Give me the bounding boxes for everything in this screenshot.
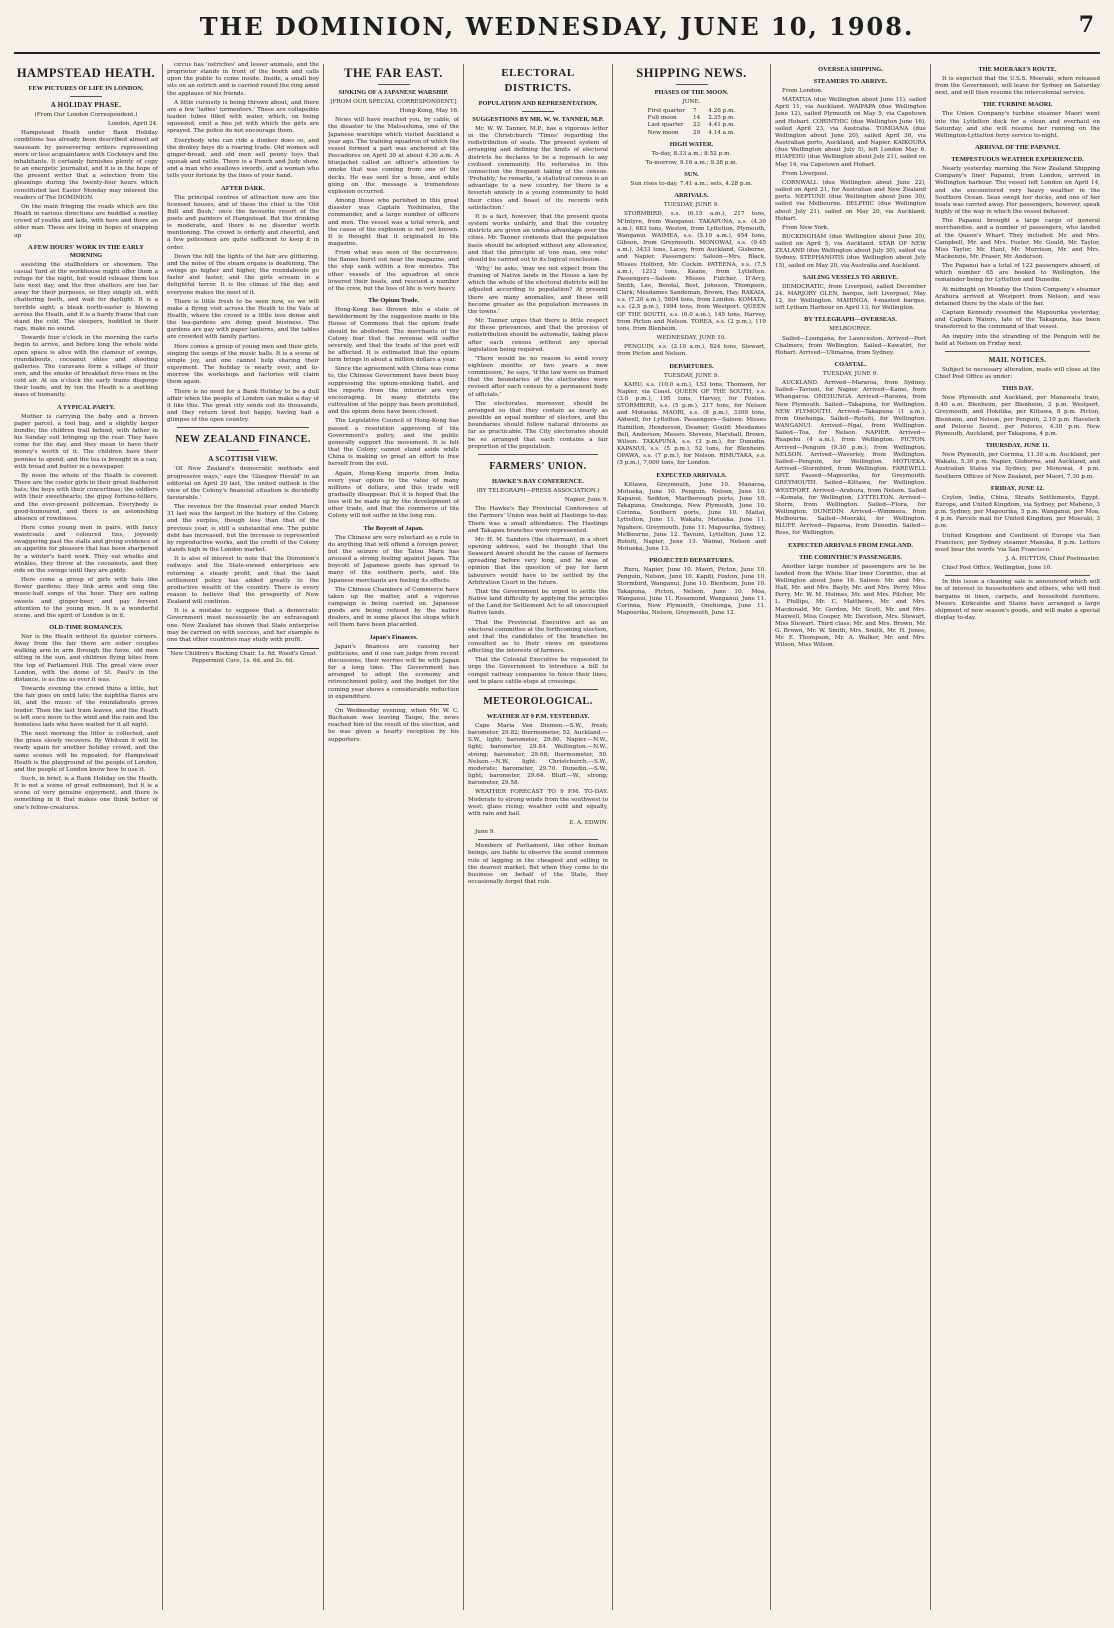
- paragraph: Captain Kennedy resumed the Mapourika yesterday, and Captain Waters, late of the Takapuna, has been transferred to the command of that vessel.: [935, 310, 1100, 331]
- divider: [945, 575, 1090, 576]
- origin-label: From Liverpool.: [782, 170, 829, 177]
- page-number: 7: [1078, 12, 1094, 38]
- signature: J. A. HUTTON, Chief Postmaster.: [1005, 555, 1100, 562]
- paragraph: Towards four o'clock in the morning the carts begin to arrive, and before long the whole wide open space is alive with the clamour of swings, roundabouts, cocoanut shies and shooting galleries. The caravans form a village of their own, and the smoke of breakfast fires rises in the cold air. At six o'clock the early trams disgorge their loads, and by ten the Heath is a seething mass of humanity.: [14, 335, 158, 399]
- moon-day: 14: [692, 115, 701, 122]
- advertisement: New Children's Rocking Chair. 1s. 6d. Wood's Great Peppermint Cure, 1s. 6d. and 2s. 6d.: [167, 648, 319, 665]
- paragraph: MATATUA (due Wellington about June 11), sailed April 11, via Auckland. WAIPAPA (due Wellington June 12), sailed Plymouth on May 5, via Capetown and Hobart. CORINTHIC (due Wellington June 16), sailed April 23, via Australia. TOMOANA (due Wellington about June 20), sailed April 30, via Australian ports, Auckland, and Napier. KAIKOURA (due Wellington about July 5), left London May 6. RUAPEHU (due Wellington about July 21), sailed on May 14, via Capetown and Hobart.: [775, 97, 926, 168]
- divider: [227, 450, 259, 451]
- paragraph: The revenue for the financial year ended March 31 last was the largest in the history of the Colony, and the surplus, though less than that of the previous year, is still a substantial one. The public debt has increased, but the increase is represented by reproductive works, and the credit of the Colony stands high in the London market.: [167, 504, 319, 554]
- article-subhead: POPULATION AND REPRESENTATION.: [478, 100, 598, 107]
- paragraph: PENGUIN, s.s. (2.10 a.m.), 824 tons, Stewart, from Picton and Nelson.: [617, 344, 766, 358]
- article-headline: HAMPSTEAD HEATH.: [16, 66, 156, 80]
- column-7: [935, 62, 1100, 1614]
- section-heading: EXPECTED ARRIVALS FROM ENGLAND.: [788, 541, 913, 549]
- moon-day: 7: [692, 108, 697, 115]
- paragraph: On Wednesday evening, when Mr. W. C. Buchanan was leaving Taupo, the news reached him of the result of the election, and he was given a hearty reception by his supporters.: [328, 707, 459, 743]
- section-heading: PHASES OF THE MOON.: [654, 89, 729, 96]
- dateline: June 9.: [475, 829, 496, 836]
- section-heading: MAIL NOTICES.: [988, 355, 1047, 364]
- section-heading: WEATHER AT 9 P.M. YESTERDAY.: [486, 712, 590, 720]
- paragraph: That the Colonial Executive be requested to urge the Government to introduce a bill to compel railway companies to fence their lines, and to place cattle-stops at crossings.: [468, 657, 608, 685]
- paragraph: By noon the whole of the Heath is covered. There are the coster girls in their great feathered hats; the boys with their concertinas; the soldiers with their sweethearts; the gipsy fortune-tellers, and the ever-present policeman. Everybody is good-humoured, and there is an astonishing absence of rowdiness.: [14, 472, 158, 522]
- moon-time: 4.14 a.m.: [708, 129, 736, 136]
- paragraph: Members of Parliament, like other human beings, are liable to observe the sound common rule of lagging in the cheapest and selling in the dearest market. But when they come to do business on behalf of the State, they occasionally forget that rule.: [468, 843, 608, 886]
- section-heading: THURSDAY, JUNE 11.: [985, 442, 1050, 450]
- paragraph: Sailed—Loongana, for Launceston. Arrived—Port Chalmers, from Wellington. Sailed—Kawatiri, for Hobart. Arrived—Ulimaroa, from Sydney.: [775, 335, 926, 356]
- divider: [945, 351, 1090, 352]
- section-heading: SUGGESTIONS BY MR. W. W. TANNER, M.P.: [472, 116, 604, 123]
- paragraph: It is expected that the U.S.S. Moeraki, when released from the Government, will leave for Sydney on Saturday next, and will then resume the intercolonial service.: [935, 76, 1100, 97]
- paragraph: Chief Post Office, Wellington, June 10.: [942, 565, 1053, 572]
- paragraph: In this issue a cleaning sale is announced which will be of interest to householders and others, who will find bargains in linen, carpets, and household furniture. Messrs. Kirkcaldie and Stains have arranged a large shipment of new season's goods, and will make a special display to-day.: [935, 579, 1100, 622]
- paragraph: It is a mistake to suppose that a democratic Government must necessarily be an extravagant one. New Zealand has shown that State enterprise may be carried on with success, and her example is one that other countries may study with profit.: [167, 608, 319, 643]
- article-headline: ELECTORAL DISTRICTS.: [501, 67, 575, 94]
- column-5: [617, 62, 766, 1614]
- paragraph: Again, Hong-Kong imports from India every year opium to the value of many millions of dollars, and this trade will gradually disappear. But it is hoped that the loss will be made up by the development of other trade, and that the commerce of the Colony will not suffer in the long run.: [328, 470, 459, 520]
- paragraph: The Legislative Council of Hong-Kong has passed a resolution approving of the Government's policy, and the public generally support the movement. It is felt that the Colony cannot stand aside while China is making so great an effort to free herself from the evil.: [328, 418, 459, 468]
- paragraph: AUCKLAND. Arrived—Mararoa, from Sydney. Sailed—Taviuni, for Napier. Arrived—Kamo, from Whangaroa. ONEHUNGA. Arrived—Rarawa, from New Plymouth. Sailed—Takapuna, for Wellington. NEW PLYMOUTH. Arrived—Takapuna (1 a.m.), from Onehunga. Sailed—Rotoiti, for Wellington. WANGANUI. Arrived—Ngai, from Wellington. Sailed—Toa, for Nelson. NAPIER. Arrived—Ruapehu (4 a.m.), from Wellington. PICTON. Arrived—Penguin (9.30 p.m.), from Wellington. NELSON. Arrived—Waverley, from Wellington. Sailed—Penguin, for Wellington. MOTUEKA. Arrived—Stormbird, from Wellington. FAREWELL SPIT. Passed—Mapourika, for Greymouth. GREYMOUTH. Sailed—Kittawa, for Wellington. WESTPORT. Arrived—Arahura, from Nelson. Sailed—Komata, for Wellington. LYTTELTON. Arrived—Storm, from Wellington. Sailed—Flora, for Wellington. DUNEDIN. Arrived—Wimmera, from Melbourne. Sailed—Moeraki, for Wellington. BLUFF. Arrived—Paparoa, from Dunedin. Sailed—Ross, for Wellington.: [775, 380, 926, 537]
- month-label: JUNE.: [682, 99, 701, 105]
- moon-time: 4.41 p.m.: [708, 122, 736, 129]
- paragraph: News will have reached you, by cable, of the disaster to the Matsushima, one of the Japanese warships which visited Auckland a year ago. The training squadron of which the vessel formed a part was anchored at the Pescadores on April 30 at about 4.30 a.m. A bluejacket called an officer's attention to smoke that was coming from one of the decks. He was sent for a hose, and while going on the message a tremendous explosion occurred.: [328, 117, 459, 195]
- column-3: [328, 62, 459, 1614]
- moon-day: 22: [692, 122, 701, 129]
- paragraph: assisting the stallholders or showmen. The casual Yard at the workhouse might offer them a refuge for the night, but would release them too late next day, and the free shelters are too far away for their purposes, so they simply sit, with chattering teeth, and wait for daylight. It is a terrible sight; a bleak north-easter is blowing across the Heath, and it is a hardy frame that can stand the cold. The sleepers, huddled in their rags, make no sound.: [14, 261, 158, 333]
- paragraph: Down the hill the lights of the fair are glittering, and the noise of the steam organs is deafening. The swings go higher and higher, the roundabouts go faster and faster, and the girls scream in a delightful terror. It is the climax of the day, and everyone makes the most of it.: [167, 253, 319, 296]
- paragraph: The next morning the litter is collected, and the grass slowly recovers. By Whitsun it will be ready again for another holiday crowd, and the same scenes will be repeated, for Hampstead Heath is the playground of the people of London, and the people of London know how to use it.: [14, 731, 158, 773]
- paragraph: Japan's finances are causing her politicians, and if one can judge from recent discussions, their worries will be with Japan for a long time. The Government has arranged to adopt the economy and retrenchment policy, and the budget for the coming year shows a considerable reduction in expenditure.: [328, 643, 459, 700]
- section-heading: DEPARTURES.: [669, 362, 714, 370]
- paragraph: It is a fact, however, that the present quota system works unfairly, and that the country districts are given an undue advantage over the cities. Mr. Tanner contends that the population basis should be adopted without any allowance, and that the principle of 'one man, one vote' should be carried out to its logical conclusion.: [468, 213, 608, 263]
- moon-phase: Last quarter: [647, 122, 684, 129]
- section-heading: THE CORINTHIC'S PASSENGERS.: [799, 553, 902, 561]
- origin-label: From London.: [782, 88, 823, 94]
- section-heading: The Boycott of Japan.: [363, 524, 424, 532]
- column-rule: [323, 64, 324, 1610]
- column-1: [14, 62, 158, 1614]
- divider: [177, 427, 309, 428]
- dateline: London, April 24.: [107, 121, 158, 128]
- section-heading: PROJECTED DEPARTURES.: [649, 557, 734, 565]
- section-heading: ARRIVAL OF THE PAPANUI.: [975, 144, 1060, 152]
- table-row: [644, 108, 740, 115]
- column-6: [775, 62, 926, 1614]
- masthead: [0, 0, 1114, 62]
- paragraph: The Chinese are very reluctant as a rule to do anything that will offend a foreign power, but the seizure of the Tatsu Maru has aroused a strong feeling against Japan. The boycott of Japanese goods has spread to many of the southern ports, and the Japanese merchants are feeling its effects.: [328, 534, 459, 584]
- section-heading: SUN.: [684, 171, 699, 179]
- section-heading: OVERSEA SHIPPING.: [818, 66, 883, 73]
- section-heading: BY TELEGRAPH—OVERSEAS.: [804, 316, 897, 324]
- section-heading: HIGH WATER.: [669, 140, 714, 148]
- article-subhead: SINKING OF A JAPANESE WARSHIP.: [338, 89, 449, 96]
- section-heading: THE MOERAKI'S ROUTE.: [978, 66, 1057, 73]
- section-heading: AFTER DARK.: [221, 184, 265, 192]
- paragraph: United Kingdom and Continent of Europe via San Francisco, per Sydney steamer Manuka, 8 p.m. Letters must bear the words 'via San Francisco.': [935, 532, 1100, 553]
- date-heading: TUESDAY, JUNE 9.: [663, 372, 720, 379]
- article-headline: FARMERS' UNION.: [489, 460, 587, 472]
- article-subhead: FEW PICTURES OF LIFE IN LONDON.: [28, 85, 144, 92]
- moon-day: 29: [692, 129, 701, 136]
- article-headline: METEOROLOGICAL.: [483, 695, 593, 707]
- paragraph: The Union Company's turbine steamer Maori went into the Lyttelton dock for a clean and overhaul on Saturday, and she will resume her running on the Wellington-Lyttelton ferry service to-night.: [935, 111, 1100, 139]
- paragraph: There is no need for a Bank Holiday to be a dull affair when the people of London can make a day of it like this. The great city sends out its thousands, and they return tired but happy, having had a glimpse of the open country.: [167, 388, 319, 424]
- section-heading: The Opium Trade.: [368, 297, 419, 305]
- paragraph: Mr. W. W. Tanner, M.P., has a vigorous letter in the Christchurch 'Times' regarding the redistribution of seats. The present system of arranging and defining the limits of electoral districts he declares to be a reproach to any civilised community. He reiterates in this connection the frequent taking of the census. 'Probably,' he remarks, 'a statistical census is an advantage to a new country, for there is a feverish anxiety in a young community to hold their cities and boast of its records with satisfaction.': [468, 126, 608, 211]
- column-rule: [463, 64, 464, 1610]
- section-heading: A SCOTTISH VIEW.: [208, 455, 278, 464]
- paragraph: KAHU, s.s. (10.0 a.m.), 153 tons, Thomson, for Napier, via Coast. QUEEN OF THE SOUTH, s.s. (3.0 p.m.), 195 tons, Harvey, for Foxton. STORMBIRD, s.s. (5 p.m.), 217 tons, for Nelson and Motueka. MAORI, s.s. (8 p.m.), 3309 tons, Aldwell, for Lyttelton. Passengers—Saloon: Misses Hamilton, Henderson, Deamer, Gould; Mesdames Bell, Anderson; Messrs. Stevens, Marshall, Brown, Wilson. TAKAPUNA, s.s. (3 p.m.), for Dunedin. KAPANUI, s.s. (5 p.m.), 52 tons, for Blenheim. OPAWA, s.s. (7 p.m.), for Nelson. RIMUTAKA, s.s. (5 p.m.), 7,000 tons, for London.: [617, 381, 766, 467]
- paragraph: Ruru, Napier, June 10. Maori, Picton, June 10. Penguin, Nelson, June 10. Kapiti, Foxton, June 10. Stormbird, Wanganui, June 10. Blenheim, June 10. Takapuna, Picton, Nelson, June 10. Moa, Wanganui, June 11. Rosamond, Wanganui, June 11. Corinna, New Plymouth, Onehunga, June 11. Mapourika, Nelson, Greymouth, June 12.: [617, 567, 766, 617]
- section-heading: A HOLIDAY PHASE.: [50, 101, 122, 109]
- paragraph: The Hawke's Bay Provincial Conference of the Farmers' Union was held at Hastings to-day. There was a small attendance. The Hastings and Takapau branches were represented.: [468, 506, 608, 534]
- paragraph: The Chinese Chambers of Commerce have taken up the matter, and a vigorous campaign is being carried on. Japanese goods are being refused by the native dealers, and in some places the shops which sell them have been placarded.: [328, 586, 459, 629]
- paragraph: BUCKINGHAM (due Wellington about June 20), sailed on April 5, via Auckland. STAR OF NEW ZEALAND (due Wellington about July 30), sailed via Sydney. STEPHANOTIS (due Wellington about July 15), sailed on May 20, via Australia and Auckland.: [775, 233, 926, 269]
- paragraph: There is little fresh to be seen now, so we will make a flying visit across the Heath to the Vale of Health, where the crowd is a little less dense and the tea-gardens are doing good business. The gardens are gay with paper lanterns, and the tables are crowded with family parties.: [167, 298, 319, 341]
- paragraph: The Papanui brought a large cargo of general merchandise, and a number of passengers, who landed at the Queen's Wharf. They included: Mr. and Mrs. Campbell, Mr. and Mrs. Foster, Mr. Gould, Mr. Taylor, Miss Taylor, Mr. Hunt, Mr. Morrison, Mr. and Mrs. Mackenzie, Mr. Fraser, Mr. Anderson.: [935, 218, 1100, 260]
- paragraph: Hong-Kong has thrown into a state of bewilderment by the suggestion made in the House of Commons that the opium trade should be abolished. The merchants of the Colony fear that the revenue will suffer severely, and that the trade of the port will be affected. It is estimated that the opium farm brings in about a million dollars a year.: [328, 307, 459, 364]
- paragraph: From what was seen of the occurrence, the flames burst out near the magazine, and the ship sank within a few minutes. The other vessels of the squadron at once lowered their boats, and rescued a number of the crew, but the loss of life is very heavy.: [328, 250, 459, 292]
- paragraph: DEMOCRATIC, from Liverpool, sailed December 24. MARJORY GLEN, barque, left Liverpool, May 12, for Wellington. MAHINGA, 4-masted barque, left Lytham Harbour on April 13, for Wellington.: [775, 283, 926, 312]
- column-2: [167, 62, 319, 1614]
- paragraph: The principal centres of attraction now are the licensed houses, and of these the chief is the 'Old Bull and Bush,' once the favourite resort of the poets and painters of Hampstead. But the drinking is moderate, and there is no disorder worth mentioning. The crowd is orderly and cheerful, and a few policemen are quite sufficient to keep it in order.: [167, 194, 319, 251]
- paragraph: Cape Maria Van Diemen.—S.W., fresh; barometer, 29.82; thermometer, 52. Auckland.—S.W., light; barometer, 29.80. Napier.—N.W., light; barometer, 29.84. Wellington.—N.W., strong; barometer, 29.68; thermometer, 50. Nelson.—N.W., light. Christchurch.—S.W., moderate; barometer, 29.70. Dunedin.—S.W., light; barometer, 29.64. Bluff.—W., strong; barometer, 29.58.: [468, 722, 608, 787]
- paragraph: On the main fringing the roads which are the Heath in various directions are huddled a motley crowd of youths and lads, with here and there an older man. These are living in hopes of snapping up: [14, 203, 158, 239]
- paragraph: Mother is carrying the baby and a brown paper parcel, a tool bag, and a slightly larger bundle; the children trail behind, with father in his Sunday suit bringing up the rear. They have come for the day, and they mean to have their money's worth of it. The children have their pennies to spend, and the tea is brought in a can, with bread and butter in a newspaper.: [14, 413, 158, 470]
- article-headline: THE FAR EAST.: [344, 66, 443, 80]
- date-heading: TUESDAY, JUNE 9.: [822, 371, 879, 377]
- sun-times: Sun rises to-day, 7.41 a.m.; sets, 4.28 p.m.: [630, 181, 753, 188]
- paragraph: New Plymouth, per Corinna, 11.30 a.m. Auckland, per Wakatu, 5.30 p.m. Napier, Gisborne, and Auckland, and Australian States via Sydney, per Monowai, 4 p.m. Southern Offices of New Zealand, per Maori, 7.30 p.m.: [935, 452, 1100, 480]
- paragraph: 'Why,' he asks, 'may we not expect from the framing of Native lands in the House a law by which the whole of the electoral districts will be adjusted according to population? At present there are many anomalies, and these will become greater as the population increases in the towns.': [468, 265, 608, 315]
- dateline: Napier, June 9.: [564, 497, 608, 504]
- newspaper-title: THE DOMINION, WEDNESDAY, JUNE 10, 1908.: [199, 12, 915, 41]
- paragraph: Everybody who can ride a donkey does so, and the donkey boys do a roaring trade. Old women sell ginger-bread, and old men sell penny toys that squeak and rattle. There is a Punch and Judy show, and a man who swallows swords, and a woman who tells your fortune by the lines of your hand.: [167, 137, 319, 180]
- column-4: [468, 62, 608, 1614]
- paragraph: Such, in brief, is a Bank Holiday on the Heath. It is not a scene of great refinement, but it is a scene of very genuine enjoyment, and there is something in it that makes one think better of one's fellow-creatures.: [14, 775, 158, 811]
- paragraph: That the Provincial Executive act as an electoral committee at the forthcoming election, and that the candidates of the branches be consulted as to their views on questions affecting the interests of farmers.: [468, 619, 608, 655]
- paragraph: circus has 'ostriches' and lesser animals, and the proprietor stands in front of the booth and calls upon the public to come inside. Inside, a small boy sits on an ostrich and is carried round the ring amid the applause of his friends.: [167, 62, 319, 97]
- place-heading: MELBOURNE.: [829, 326, 872, 333]
- date-heading: WEDNESDAY, JUNE 10.: [656, 335, 727, 342]
- section-heading: EXPECTED ARRIVALS.: [656, 471, 727, 479]
- section-heading: OLD-TIME ROMANCES.: [49, 624, 123, 631]
- moon-phase: Full moon: [647, 115, 677, 122]
- masthead-rule: [14, 52, 1100, 54]
- paragraph: It is also of interest to note that the Dominion's railways and the State-owned enterprises are returning a steady profit, and that the land settlement policy has added greatly to the productive wealth of the country. There is every reason to believe that the prosperity of New Zealand will continue.: [167, 556, 319, 606]
- section-heading: A FEW HOURS' WORK IN THE EARLY MORNING: [28, 243, 144, 259]
- paragraph: Mr. H. M. Sanders (the chairman), in a short opening address, said he thought that the Seaward Award should be the cause of farmers spreading before very long, and he was of opinion that the question of pay for farm labourers would have to be settled by the Arbitration Court in the future.: [468, 536, 608, 586]
- paragraph: At midnight on Monday the Union Company's steamer Arahura arrived at Westport from Nelson, and was detained there by the state of the bar.: [935, 286, 1100, 307]
- signature: E. A. EDWIN.: [569, 819, 608, 826]
- paragraph: Since the agreement with China was come to, the Chinese Government have been busy suppressing the opium-smoking habit, and the reports from the interior are very encouraging. In many districts the cultivation of the poppy has been prohibited, and the opium dens have been closed.: [328, 366, 459, 416]
- table-row: [644, 122, 740, 129]
- paragraph: STORMBIRD, s.s. (6.15 a.m.), 217 tons, M'Intyre, from Wanganui. TAKAPUNA, s.s. (4.30 a.m.), 683 tons, Weston, from Lyttelton, Plymouth, Wanganui. WAIMEA, s.s. (5.10 a.m.), 454 tons, Gibson, from Greymouth. MONOWAI, s.s. (9.45 a.m.), 3433 tons, Lacey, from Auckland, Gisborne, and Napier. Passengers: Saloon—Mrs. Black, Misses Holford, Mr. Cockin. PATEENA, s.s. (7.5 a.m.), 1212 tons, Keane, from Lyttelton. Passengers—Saloon: Misses Fulcher, D'Arcy, Smith, Lee, Bendal, Best, Johnson, Thompson, Clark; Mesdames Sandeman, Brown, Hay. RAKAIA, s.s. (7.20 a.m.), 5604 tons, from London. KOMATA, s.s. (2.5 p.m.), 1994 tons, from Westport. QUEEN OF THE SOUTH, s.s. (6.0 a.m.), 145 tons, Harvey, from Picton and Nelson. TOREA, s.s. (2 p.m.), 119 tons, from Blenheim.: [617, 211, 766, 332]
- paragraph: A little curiosity is being thrown about, and there are a few 'ladies' tormentors.' These are collapsible leaden tubes filled with water, which, on being squeezed, emit a fine jet with which the girls are sprayed. The police do not encourage them.: [167, 99, 319, 135]
- article-headline: SHIPPING NEWS.: [636, 66, 747, 80]
- paragraph: Hampstead Heath under Bank Holiday conditions has already been described almost ad nauseam by persevering writers representing more or less acquaintance with Cockneys and the inhabitants. It certainly furnishes plenty of copy to an energetic journalist, and it is in the hope of the present writer that a selection from the gleanings during the twenty-four hours which constituted last Easter Monday may interest the readers of The DOMINION.: [14, 130, 158, 201]
- divider: [70, 96, 102, 97]
- column-rule: [612, 64, 613, 1610]
- paragraph: Here comes a group of young men and their girls, singing the songs of the music halls. It is a scene of simple joy, and one cannot help sharing their enjoyment. The holiday is nearly over, and to-morrow the workshops and factories will claim them again.: [167, 343, 319, 386]
- paragraph: Here come a group of girls with hats like flower gardens; they link arms and sing the music-hall songs of the hour. They are eating sweets and ginger-beer, and pay fervent attention to the young men. It is a wonderful scene, and the spirit of London is in it.: [14, 577, 158, 619]
- moon-phase: New moon: [647, 129, 679, 136]
- dateline: Hong-Kong, May 16.: [399, 108, 459, 115]
- correspondent-line: (From Our London Correspondent.): [34, 112, 138, 118]
- paragraph: Mr. Tanner urges that there is little respect for these grievances, and that the process of redistribution should be automatic, taking place after each census without any special legislation being required.: [468, 318, 608, 353]
- paragraph: 'Of New Zealand's democratic methods and progressive ways,' says the 'Glasgow Herald' in an editorial on April 20 last, 'the united outlook is the view of the Colony's financial situation is decidedly favourable.': [167, 466, 319, 501]
- section-heading: FRIDAY, JUNE 12.: [990, 484, 1045, 492]
- paragraph: An inquiry into the stranding of the Penguin will be held at Nelson on Friday next.: [935, 333, 1100, 347]
- divider: [522, 111, 554, 112]
- paragraph: Nor is the Heath without its quieter corners. Away from the fair there are sober couples walking arm in arm through the furze, old men sitting in the sun, and children flying kites from the top of Parliament Hill. The great view over London, with the dome of St. Paul's in the distance, is as fine as ever it was.: [14, 634, 158, 683]
- date-heading: TUESDAY, JUNE 9.: [663, 202, 720, 209]
- paragraph: Among those who perished in this great disaster was Captain Yoshimatsu, the commander, and a large number of officers and men. The vessel was a total wreck, and the cause of the explosion is not yet known. It is thought that it originated in the magazine.: [328, 198, 459, 247]
- paragraph: The electorates, moreover, should be arranged so that they contain as nearly as possible an equal number of electors, and the boundaries should follow natural divisions as far as practicable. The City electorates should be so arranged that each contains a fair proportion of the population.: [468, 400, 608, 450]
- divider: [676, 84, 708, 85]
- paragraph: 'There would be no reason to send every eighteen months or two years a new commission,' he says, 'if the law were so framed that the boundaries of the electorates were revised after each census by a permanent body of officials.': [468, 355, 608, 398]
- column-rule: [930, 64, 931, 1610]
- moon-time: 4.26 p.m.: [708, 108, 736, 115]
- origin-label: From New York.: [782, 224, 829, 231]
- correspondent-line: (BY TELEGRAPH—PRESS ASSOCIATION.): [476, 487, 600, 494]
- paragraph: Ceylon, India, China, Straits Settlements, Egypt, Europe, and United Kingdom, via Sydney, per Maheno, 3 p.m. Sydney, per Mapourika, 5 p.m. Wanganui, per Moa, 4 p.m. Parcels mail for United Kingdom, per Moeraki, 3 p.m.: [935, 494, 1100, 530]
- moon-time: 2.35 p.m.: [708, 115, 736, 122]
- column-rule: [770, 64, 771, 1610]
- paragraph: Here come young men in pairs, with fancy waistcoats and coloured ties, joyously swaggering past the stalls and giving evidence of an appetite for pleasure that has been sharpened by a winter's hard work. They eat whelks and winkles, they throw at the cocoanuts, and they ride on the swings until they are giddy.: [14, 524, 158, 574]
- article-headline: NEW ZEALAND FINANCE.: [175, 434, 311, 446]
- paragraph: The Papanui has a total of 122 passengers aboard, of which number 65 are booked to Wellington, the remainder being for Lyttelton and Dunedin.: [935, 263, 1100, 284]
- section-heading: COASTAL.: [834, 361, 867, 368]
- section-heading: THE TURBINE MAORI.: [982, 101, 1053, 109]
- paragraph: WEATHER FORECAST TO 9 P.M. TO-DAY. Moderate to strong winds from the southwest to west; glass rising; weather cold and squally, with rain and hail.: [468, 789, 608, 817]
- section-heading: THIS DAY.: [1001, 385, 1034, 393]
- paragraph: New Plymouth and Auckland, per Manawatu train, 8.40 a.m. Blenheim, per Blenheim, 2 p.m. Westport, Greymouth, and Hokitika, per Kittawa, 8 p.m. Picton, Blenheim, and Nelson, per Penguin, 2.10 p.m. Havelock and Pelorus Sound, per Pelorus, 4.30 p.m. New Plymouth, Auckland, per Takapuna, 4 p.m.: [935, 395, 1100, 437]
- section-heading: STEAMERS TO ARRIVE.: [813, 78, 888, 85]
- paragraph: Subject to necessary alteration, mails will close at the Chief Post Office as under:: [935, 366, 1100, 380]
- divider: [478, 689, 598, 690]
- correspondent-line: [FROM OUR SPECIAL CORRESPONDENT.]: [330, 99, 457, 105]
- paragraph: That the Government be urged to settle the Native land difficulty by applying the principles of the Land for Settlement Act to all unoccupied Native lands.: [468, 588, 608, 617]
- moon-phase-table: [644, 108, 740, 137]
- section-heading: SAILING VESSELS TO ARRIVE.: [802, 273, 899, 281]
- paragraph: Nearly yesterday morning the New Zealand Shipping Company's liner Papanui, from London, arrived in Wellington harbour. The vessel left London on April 14, and she encountered very heavy weather in the Southern Ocean. Seas swept her decks, and one of her boats was carried away. Her passengers, however, speak highly of the way in which the vessel behaved.: [935, 166, 1100, 216]
- paragraph: Towards evening the crowd thins a little, but the fair goes on until late; the naphtha flares are lit, and the music of the roundabouts grows louder. Then the last tram leaves, and the Heath is left once more to the wind and the rain and the homeless lads who have waited for it all night.: [14, 686, 158, 728]
- paragraph: Kittawa, Greymouth, June 10. Manaroa, Motueka, June 10. Penguin, Nelson, June 10. Kapanui, Seddon, Marlborough ports, June 10. Takapuna, Onehunga, New Plymouth, June 10. Corinna, Southern ports, June 10. Maitai, Lyttelton, June 11. Wakatu, Motueka, June 11. Ngahere, Greymouth, June 11. Mapourika, Sydney, Melbourne, June 12. Taviuni, Lyttelton, June 12. Rotoiti, Napier, June 13. Wainui, Nelson and Motueka, June 13.: [617, 481, 766, 552]
- divider: [478, 454, 598, 455]
- section-heading: ARRIVALS.: [674, 192, 709, 200]
- column-rule: [162, 64, 163, 1610]
- section-heading: Japan's Finances.: [369, 633, 418, 641]
- paragraph: Another large number of passengers are to be landed from the White Star liner Corinthic, due at Wellington about June 16. Saloon: Mr. and Mrs. Hall, Mr. and Mrs. Bayly, Mr. and Mrs. Perry, Miss Perry, Mr. W. M. Holmes, Mr. and Mrs. Pilcher, Mr. L. Phillips, Mr. C. Matthews, Mr. and Mrs. Macdonald, Mr. Gordon, Mr. Scott, Mr. and Mrs. Maxwell, Miss Cooper, Mr. Davidson, Mrs. Stewart, Miss Stewart. Third class: Mr. and Mrs. Brown, Mr. G. Brown, Mr. W. Smith, Mrs. Smith, Mr. H. Jones, Mr. E. Thompson, Mr. A. Walker, Mr. and Mrs. Wilson, Miss Wilson.: [775, 563, 926, 649]
- paragraph: CORNWALL (due Wellington about June 22), sailed on April 21, for Australian and New Zealand ports. NEPTUNE (due Wellington about June 30), sailed via Melbourne. DELPHIC (due Wellington about July 21), sailed on May 20, via Auckland, Hobart.: [775, 179, 926, 222]
- article-subhead: HAWKE'S BAY CONFERENCE.: [491, 477, 585, 485]
- divider: [478, 839, 598, 840]
- section-heading: A TYPICAL PARTY.: [56, 403, 116, 411]
- divider: [378, 84, 410, 85]
- table-row: [644, 115, 740, 122]
- tide-line: To-day, 8.33 a.m.; 8.52 p.m.: [651, 150, 732, 157]
- divider: [338, 704, 449, 705]
- table-row: [644, 130, 740, 137]
- moon-phase: First quarter: [647, 108, 685, 115]
- tide-line: To-morrow, 9.16 a.m.; 9.38 p.m.: [645, 159, 738, 166]
- section-heading: TEMPESTUOUS WEATHER EXPERIENCED.: [951, 156, 1084, 164]
